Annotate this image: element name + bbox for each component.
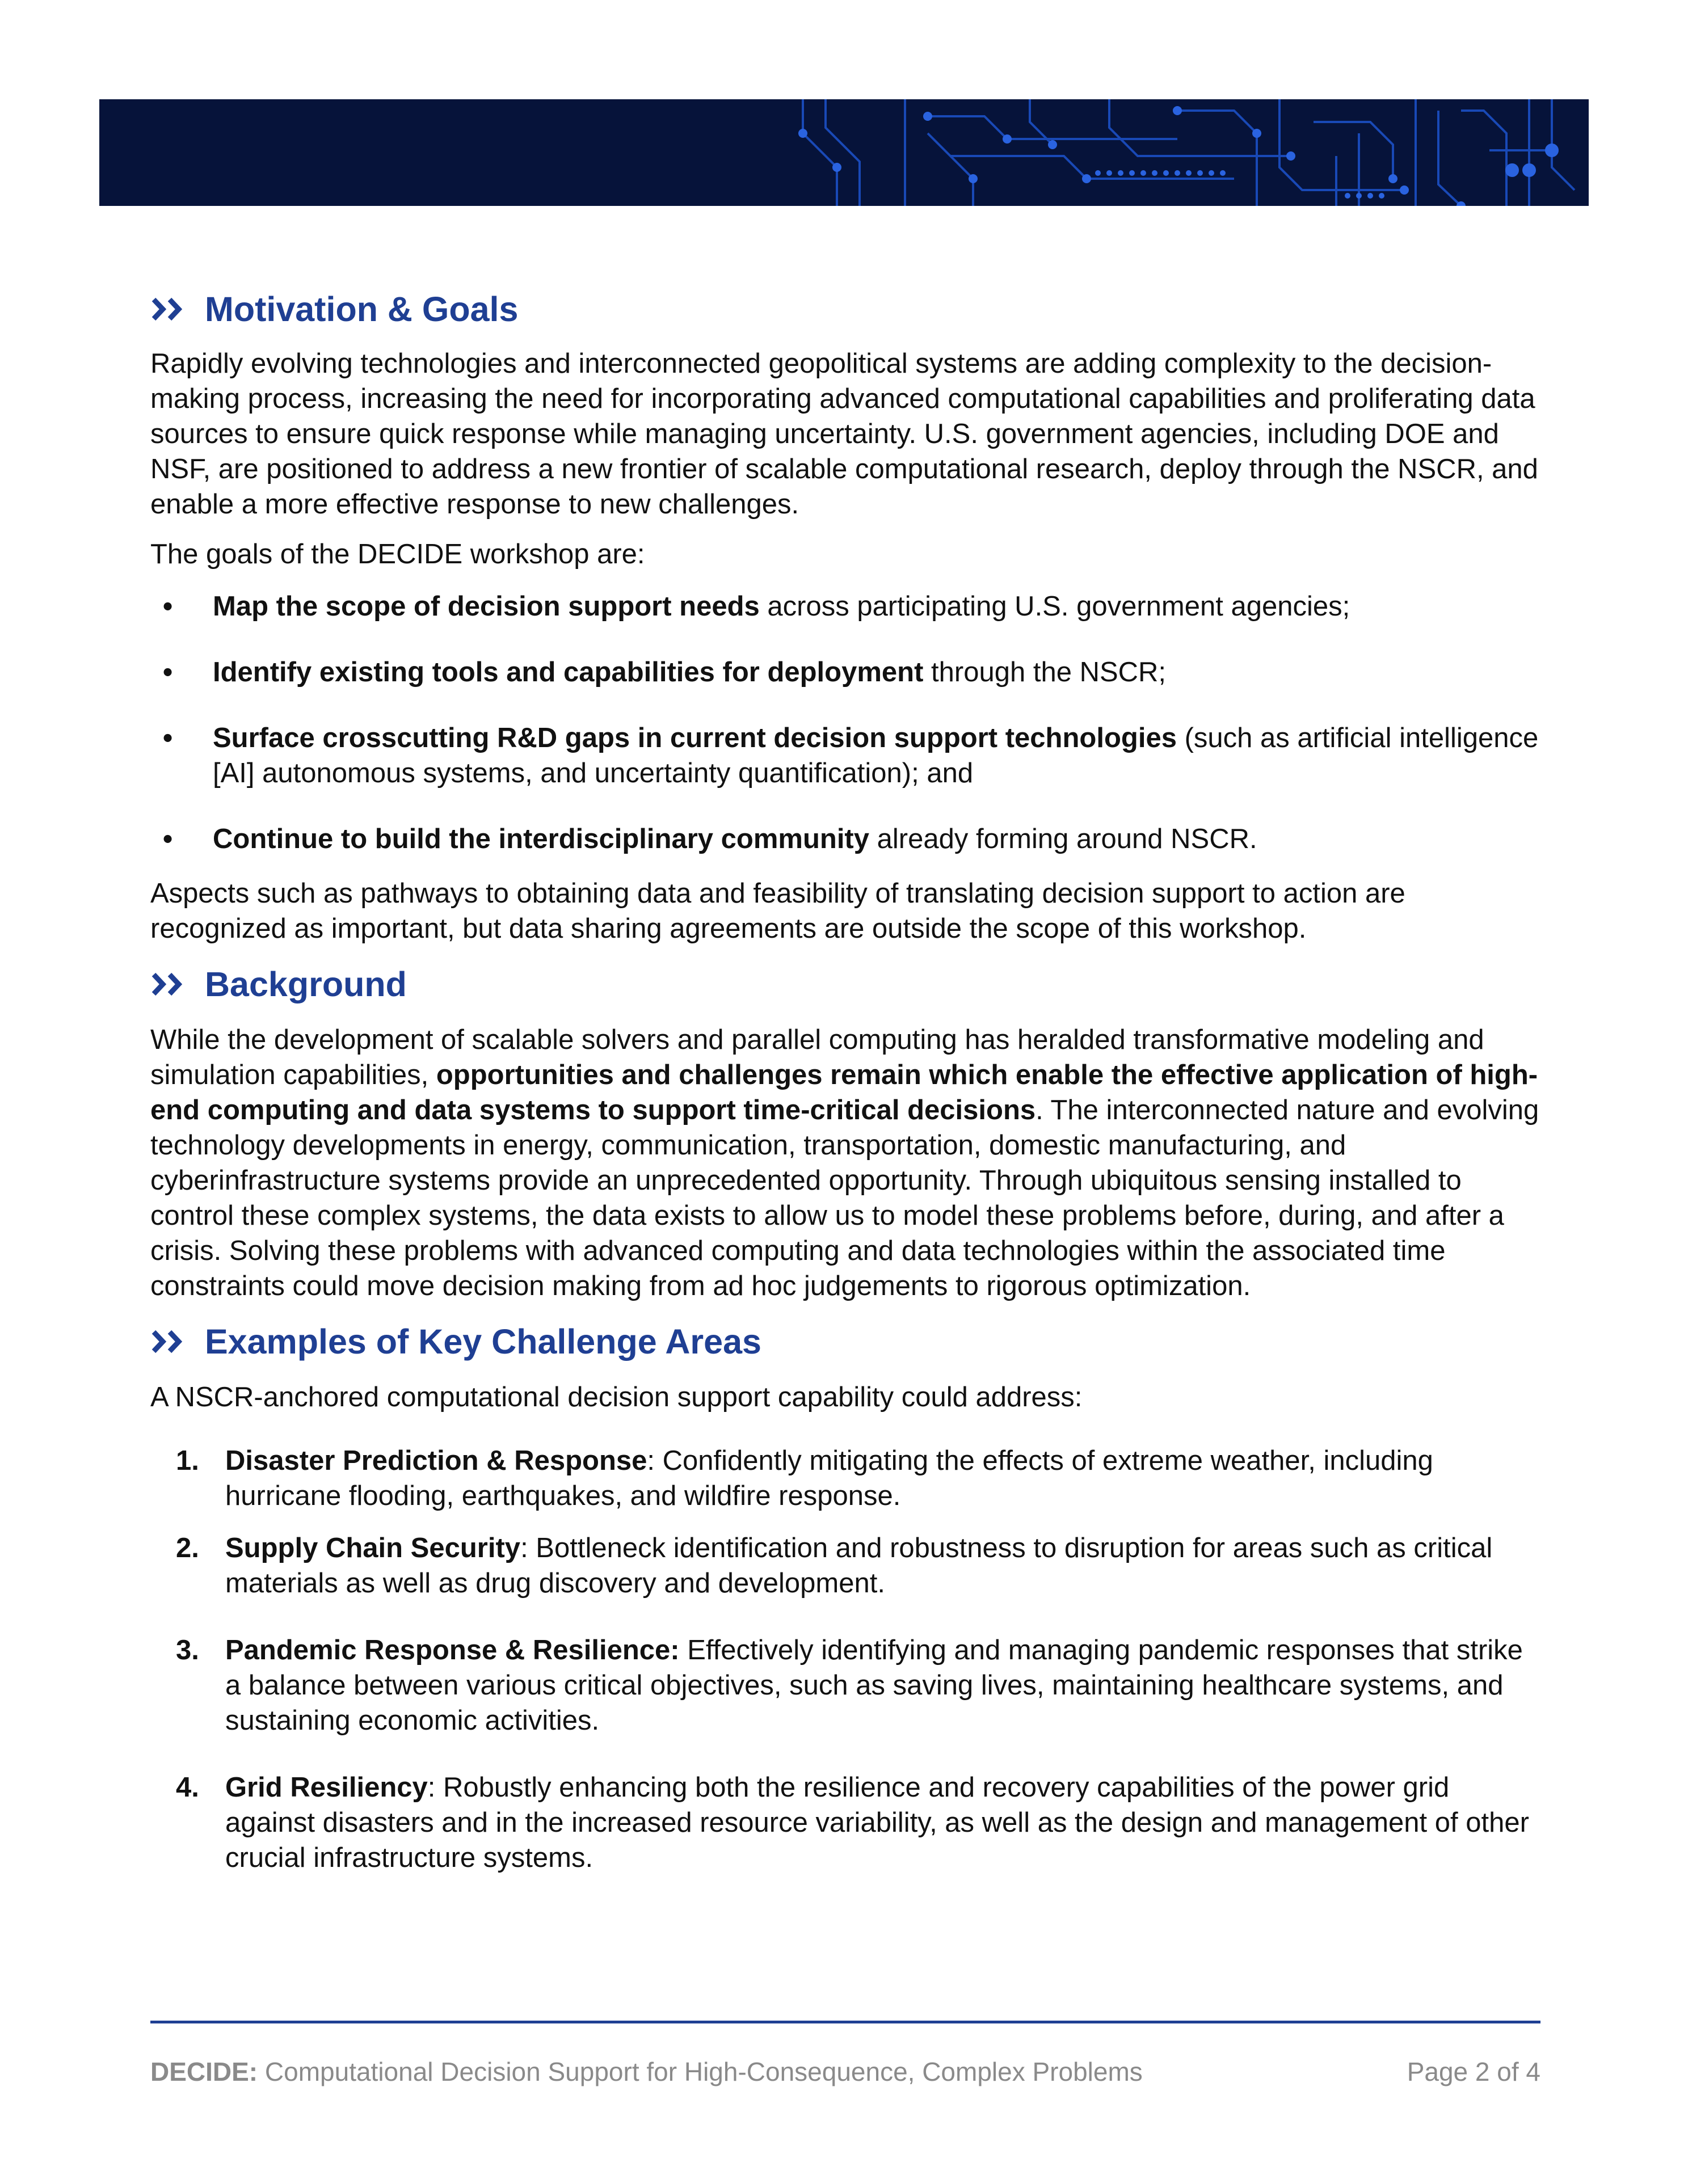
footer-title: DECIDE: Computational Decision Support for High-Consequence, Complex Problems	[150, 2057, 1143, 2086]
header-banner	[99, 99, 1589, 206]
page-content	[150, 284, 1540, 1875]
double-chevron-icon	[150, 970, 190, 998]
list-item: • Continue to build the interdisciplinary community already forming around NSCR.	[163, 824, 1257, 854]
goals-list	[150, 589, 1540, 857]
goals-intro: The goals of the DECIDE workshop are:	[150, 539, 645, 570]
background-paragraph: While the development of scalable solvers and parallel computing has heralded transformative modeling and simulation capabilities, opportunities and challenges remain which enable the effective application of high-end computing and data systems to support time-critical decisions. The interconnected nature and evolving technology developments in energy, communication, transportation, domestic manufacturing, and cyberinfrastructure systems provide an unprecedented opportunity. Through ubiquitous sensing installed to control these complex systems, the data exists to allow us to model these problems before, during, and after a crisis. Solving these problems with advanced computing and data technologies within the associated time constraints could move decision making from ad hoc judgements to rigorous optimization.	[150, 1024, 1539, 1301]
page-number: Page 2 of 4	[1407, 2057, 1540, 2086]
background-heading: Background	[150, 959, 1540, 1010]
list-item: 2. Supply Chain Security: Bottleneck identification and robustness to disruption for areas such as critical materials as well as drug discovery and development.	[176, 1533, 1493, 1599]
double-chevron-icon	[150, 295, 190, 323]
double-chevron-icon	[150, 1327, 190, 1356]
list-item: 3. Pandemic Response & Resilience: Effectively identifying and managing pandemic responses that strike a balance between various critical objectives, such as saving lives, maintaining healthcare systems, and sustaining economic activities.	[176, 1635, 1523, 1736]
footer-divider	[150, 2021, 1540, 2023]
list-item: • Surface crosscutting R&D gaps in current decision support technologies (such as artificial intelligence [AI] autonomous systems, and uncertainty quantification); and	[163, 723, 1539, 789]
list-item: • Map the scope of decision support needs across participating U.S. government agencies;	[163, 591, 1350, 622]
scope-paragraph: Aspects such as pathways to obtaining data and feasibility of translating decision support to action are recognized as important, but data sharing agreements are outside the scope of this workshop.	[150, 878, 1405, 944]
motivation-heading: Motivation & Goals	[150, 284, 1540, 335]
motivation-paragraph: Rapidly evolving technologies and interconnected geopolitical systems are adding complexity to the decision-making process, increasing the need for incorporating advanced computational capabilities and proliferating data sources to ensure quick response while managing uncertainty. U.S. government agencies, including DOE and NSF, are positioned to address a new frontier of scalable computational research, deploy through the NSCR, and enable a more effective response to new challenges.	[150, 348, 1538, 520]
list-item: 1. Disaster Prediction & Response: Confidently mitigating the effects of extreme weather, including hurricane flooding, earthquakes, and wildfire response.	[176, 1445, 1433, 1511]
list-item: 4. Grid Resiliency: Robustly enhancing both the resilience and recovery capabilities of the power grid against disasters and in the increased resource variability, as well as the design and management of other crucial infrastructure systems.	[176, 1772, 1529, 1873]
circuit-board-icon	[99, 99, 1589, 206]
challenges-list	[150, 1443, 1540, 1875]
challenges-intro: A NSCR-anchored computational decision support capability could address:	[150, 1382, 1083, 1413]
challenges-heading: Examples of Key Challenge Areas	[150, 1316, 1540, 1367]
page-footer	[150, 2056, 1540, 2087]
list-item: • Identify existing tools and capabilities for deployment through the NSCR;	[163, 657, 1167, 688]
